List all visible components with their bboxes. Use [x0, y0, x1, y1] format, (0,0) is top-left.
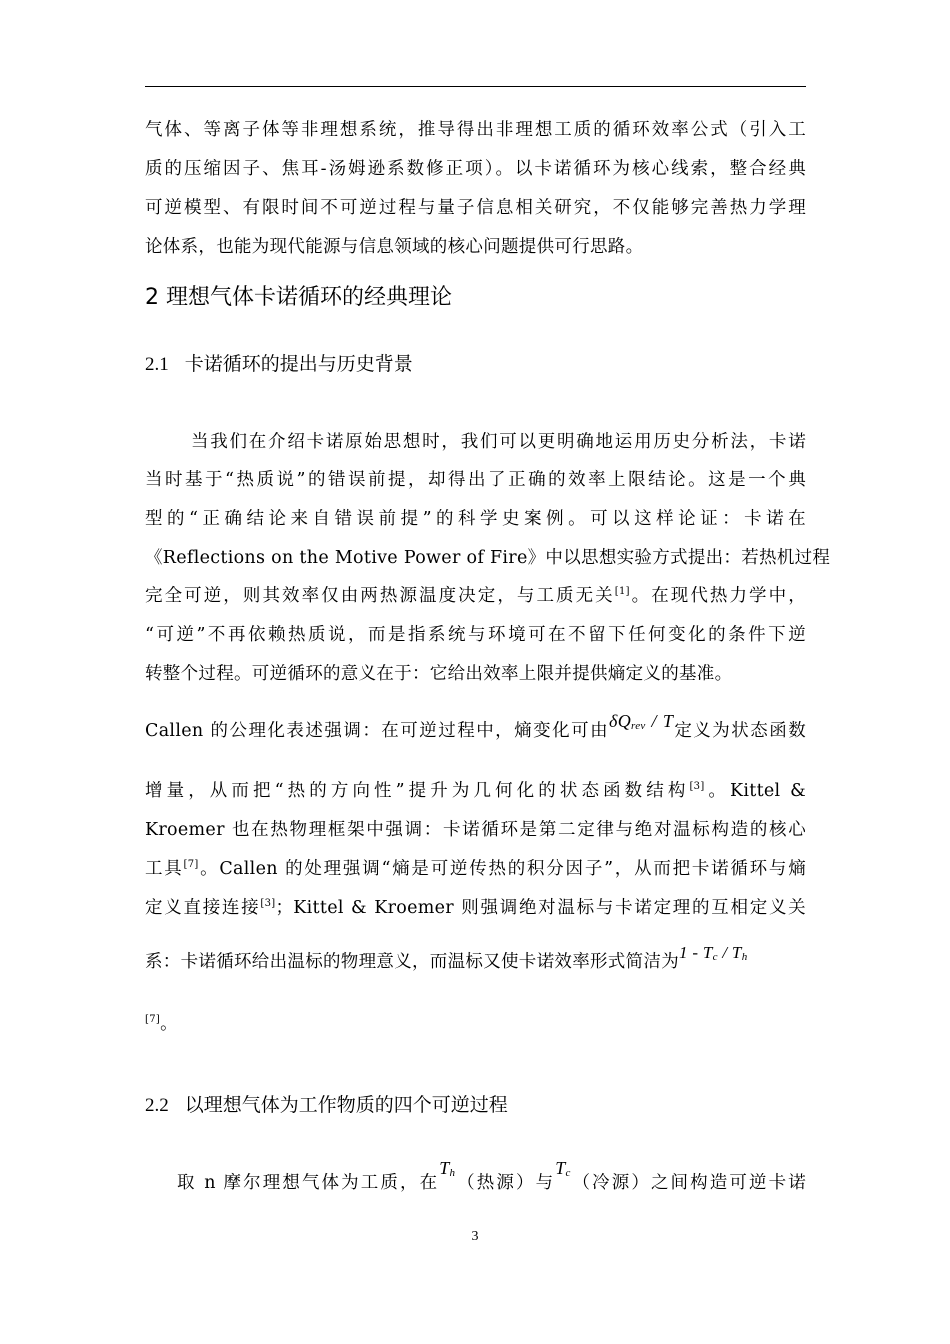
- para2-text-b: （热源）与: [455, 1173, 556, 1193]
- entropy-formula-dq: δQ: [609, 711, 632, 731]
- para1-line-12-text-a: 定义直接连接: [145, 898, 261, 918]
- para1-line-4: 《Reflections on the Motive Power of Fire》中以思想实验方式提出：若热机过程: [145, 548, 831, 568]
- para1-line-1: 当我们在介绍卡诺原始思想时，我们可以更明确地运用历史分析法，卡诺: [191, 432, 806, 452]
- section-2-2-heading: [145, 1091, 508, 1120]
- temp-cold-sub: c: [565, 1167, 571, 1179]
- para1-line-11-text-b: 。Callen 的处理强调“熵是可逆传热的积分因子”，从而把卡诺循环与熵: [198, 859, 806, 879]
- temp-hot-t: T: [439, 1158, 450, 1178]
- section-2-heading: 2 理想气体卡诺循环的经典理论: [145, 285, 452, 310]
- para1-line-9-text-a: 增量，从而把“热的方向性”提升为几何化的状态函数结构: [145, 781, 690, 801]
- temp-cold-symbol: [555, 1158, 571, 1178]
- carnot-formula-sub-h: h: [741, 951, 748, 963]
- para1-line-8-text-b: 定义为状态函数: [673, 721, 806, 741]
- section-2-2-title: 以理想气体为工作物质的四个可逆过程: [184, 1094, 508, 1116]
- para1-line-14: [145, 1012, 806, 1036]
- entropy-formula-sub: rev: [631, 720, 646, 732]
- citation-7b: [7]: [145, 1014, 161, 1025]
- temp-hot-sub: h: [449, 1167, 456, 1179]
- carnot-formula-part1: 1 - T: [679, 943, 713, 962]
- para1-line-13-text-a: 系：卡诺循环给出温标的物理意义，而温标又使卡诺效率形式简洁为: [145, 952, 679, 972]
- carnot-efficiency-formula: [679, 943, 748, 962]
- para1-line-14-text: 。: [160, 1014, 178, 1034]
- citation-7a: [7]: [183, 859, 199, 870]
- citation-3b: [3]: [260, 898, 276, 909]
- entropy-formula: [609, 711, 673, 731]
- temp-cold-t: T: [555, 1158, 566, 1178]
- para1-line-10: Kroemer 也在热物理框架中强调：卡诺循环是第二定律与绝对温标构造的核心: [145, 820, 806, 840]
- para1-line-5: [145, 584, 806, 608]
- para1-line-8: [145, 711, 806, 747]
- section-2-1-title: 卡诺循环的提出与历史背景: [184, 353, 413, 375]
- para1-line-11: [145, 857, 806, 881]
- carnot-formula-sub-c: c: [712, 951, 718, 963]
- para1-line-3: 型的“正确结论来自错误前提”的科学史案例。可以这样论证：卡诺在: [145, 509, 806, 529]
- para2-text-c: （冷源）之间构造可逆卡诺: [570, 1173, 806, 1193]
- intro-line-2: 质的压缩因子、焦耳-汤姆逊系数修正项）。以卡诺循环为核心线索，整合经典: [145, 159, 806, 179]
- intro-line-4: 论体系，也能为现代能源与信息领域的核心问题提供可行思路。: [145, 237, 644, 257]
- para1-line-11-text-a: 工具: [145, 859, 184, 879]
- para1-line-7: 转整个过程。可逆循环的意义在于：它给出效率上限并提供熵定义的基准。: [145, 664, 733, 684]
- para1-line-13: [145, 943, 806, 978]
- temp-hot-symbol: [439, 1158, 455, 1178]
- section-2-1-heading: [145, 350, 413, 379]
- para2-text-a: 取 n 摩尔理想气体为工质，在: [177, 1173, 440, 1193]
- citation-1: [1]: [614, 586, 630, 597]
- citation-3a: [3]: [689, 781, 705, 792]
- intro-line-3: 可逆模型、有限时间不可逆过程与量子信息相关研究，不仅能够完善热力学理: [145, 198, 806, 218]
- section-2-1-number: 2.1: [145, 354, 169, 375]
- intro-line-1: 气体、等离子体等非理想系统，推导得出非理想工质的循环效率公式（引入工: [145, 120, 806, 140]
- para1-line-12-text-b: ；Kittel & Kroemer 则强调绝对温标与卡诺定理的互相定义关: [275, 898, 806, 918]
- para1-line-8-text-a: Callen 的公理化表述强调：在可逆过程中，熵变化可由: [145, 721, 610, 741]
- header-rule: [145, 86, 806, 87]
- para1-line-5-text-a: 完全可逆，则其效率仅由两热源温度决定，与工质无关: [145, 586, 615, 606]
- para2-line-1: [145, 1158, 806, 1199]
- carnot-formula-part2: / T: [717, 943, 742, 962]
- para1-line-5-text-b: 。在现代热力学中，: [629, 586, 807, 606]
- para1-line-12: [145, 896, 806, 920]
- para1-line-9-text-b: 。Kittel &: [704, 781, 806, 801]
- entropy-formula-t: / T: [645, 711, 674, 731]
- section-2-2-number: 2.2: [145, 1095, 169, 1116]
- para1-line-9: [145, 779, 806, 803]
- para1-line-2: 当时基于“热质说”的错误前提，却得出了正确的效率上限结论。这是一个典: [145, 470, 806, 490]
- para1-line-6: “可逆”不再依赖热质说，而是指系统与环境可在不留下任何变化的条件下逆: [145, 625, 806, 645]
- page-number: 3: [471, 1229, 479, 1244]
